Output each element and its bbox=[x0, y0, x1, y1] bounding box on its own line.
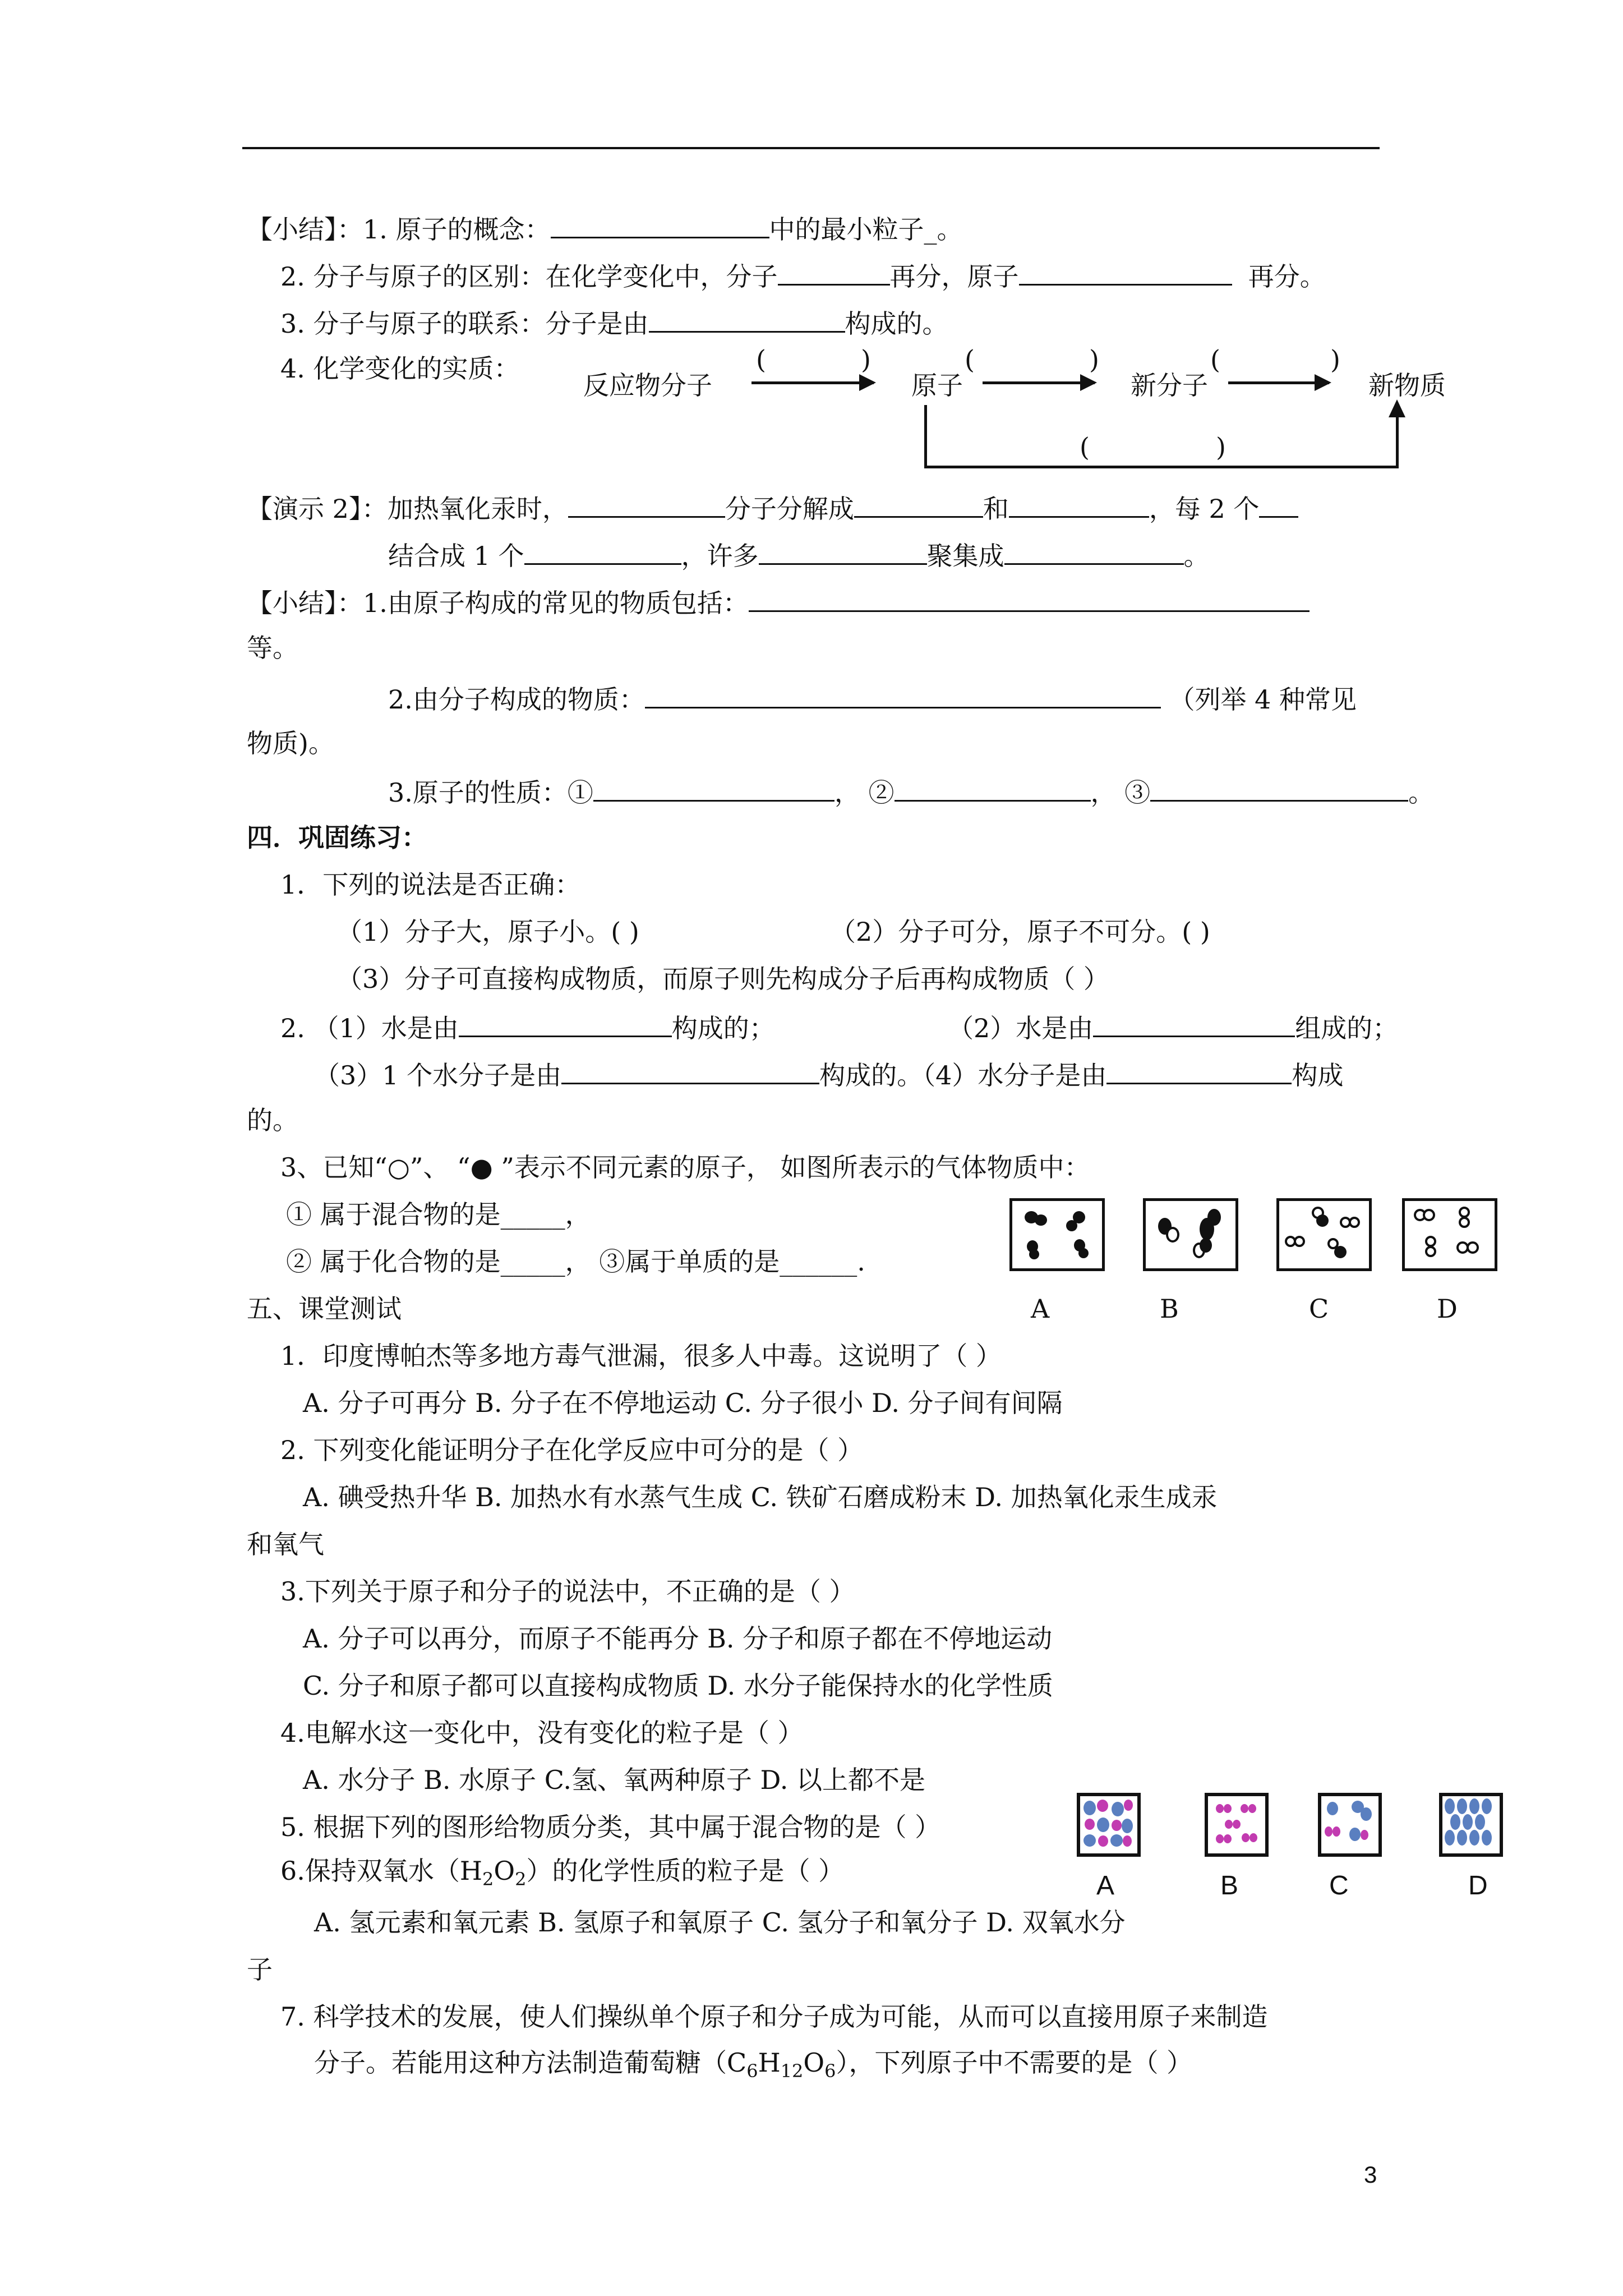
summary1-tag: 【小结】 bbox=[247, 214, 337, 245]
s4-q3: 3、已知“○”、 “● ”表示不同元素的原子， 如图所表示的气体物质中： bbox=[280, 1152, 1090, 1182]
blank[interactable] bbox=[645, 684, 1161, 708]
blank[interactable] bbox=[1004, 541, 1184, 565]
fig1-label-d: D bbox=[1437, 1294, 1458, 1324]
blank[interactable] bbox=[593, 777, 834, 802]
s4-q1-3: （3）分子可直接构成物质，而原子则先构成分子后再构成物质（ ） bbox=[336, 964, 1109, 994]
blank[interactable] bbox=[895, 777, 1091, 802]
blank[interactable] bbox=[1259, 494, 1298, 518]
section5-title: 五、课堂测试 bbox=[247, 1294, 402, 1324]
blank[interactable] bbox=[854, 494, 983, 518]
s5-q7-line2: 分子。若能用这种方法制造葡萄糖$(C_6H_{12}O_6)$，下列原子中不需要的是（ ） bbox=[314, 2047, 1193, 2082]
flow-paren: ( bbox=[1210, 344, 1220, 375]
s5-q5: 5. 根据下列的图形给物质分类，其中属于混合物的是（ ） bbox=[280, 1812, 941, 1842]
s4-q3-1: ① 属于混合物的是_____， bbox=[286, 1199, 591, 1230]
s4-q3-2: ② 属于化合物的是_____， ③属于单质的是______. bbox=[286, 1246, 865, 1277]
s4-q1: 1．下列的说法是否正确： bbox=[280, 869, 581, 900]
fig1-label-a: A bbox=[1031, 1294, 1050, 1324]
blank[interactable] bbox=[778, 261, 890, 286]
blank[interactable] bbox=[649, 309, 845, 333]
blank[interactable] bbox=[459, 1013, 672, 1037]
summary1-line3: 3. 分子与原子的联系：分子是由 构成的。 bbox=[280, 309, 948, 339]
s5-q6: 6.保持双氧水$(H_2O_2)$的化学性质的粒子是（ ） bbox=[280, 1856, 845, 1890]
fig1-label-c: C bbox=[1309, 1294, 1329, 1324]
blank[interactable] bbox=[1019, 261, 1232, 286]
s5-q1: 1．印度博帕杰等多地方毒气泄漏，很多人中毒。这说明了（ ） bbox=[280, 1341, 1002, 1371]
flow-paren: ( bbox=[756, 344, 766, 375]
fig2-box-c bbox=[1318, 1793, 1382, 1857]
blank[interactable] bbox=[759, 541, 927, 565]
demo2-tag: 【演示 2】 bbox=[247, 494, 362, 524]
flow-paren: ) bbox=[1089, 344, 1099, 375]
flow-paren: ) bbox=[1330, 344, 1340, 375]
flow-arrow bbox=[751, 381, 874, 384]
blank[interactable] bbox=[1150, 777, 1408, 802]
fig2-box-a bbox=[1077, 1793, 1141, 1857]
s5-q4-options: A. 水分子 B. 水原子 C.氢、氧两种原子 D. 以上都不是 bbox=[303, 1765, 926, 1795]
fig2-label-c: C bbox=[1329, 1871, 1349, 1901]
flow-up-arrowhead bbox=[1389, 399, 1405, 417]
fig1-box-d bbox=[1402, 1198, 1497, 1271]
fig1-label-b: B bbox=[1160, 1294, 1179, 1324]
blank[interactable] bbox=[568, 494, 725, 518]
s5-q7-line1: 7. 科学技术的发展，使人们操纵单个原子和分子成为可能，从而可以直接用原子来制造 bbox=[280, 2001, 1268, 2032]
s4-q2-line2: （3）1 个水分子是由 构成的。（4）水分子是由 构成 bbox=[314, 1060, 1344, 1091]
s4-q2-end: 的。 bbox=[247, 1105, 298, 1135]
flow-bypass-right bbox=[1396, 415, 1399, 468]
flow-paren: ) bbox=[1216, 432, 1226, 462]
blank[interactable] bbox=[1009, 494, 1149, 518]
s5-q3: 3.下列关于原子和分子的说法中，不正确的是（ ） bbox=[280, 1576, 855, 1607]
s5-q3-cd: C. 分子和原子都可以直接构成物质 D. 水分子能保持水的化学性质 bbox=[303, 1671, 1053, 1701]
blank[interactable] bbox=[551, 214, 769, 238]
flow-arrow bbox=[983, 381, 1095, 384]
blank[interactable] bbox=[561, 1060, 819, 1084]
demo2-line2: 结合成 1 个 ，许多 聚集成 。 bbox=[388, 541, 1210, 571]
blank[interactable] bbox=[524, 541, 681, 565]
flow-paren: ( bbox=[965, 344, 975, 375]
fig2-box-d bbox=[1439, 1793, 1503, 1857]
s4-q2-line1b: （2）水是由 组成的； bbox=[948, 1013, 1399, 1043]
flow-paren: ( bbox=[1080, 432, 1090, 462]
flow-atom: 原子 bbox=[911, 370, 963, 401]
blank[interactable] bbox=[1093, 1013, 1295, 1037]
fig1-box-c bbox=[1276, 1198, 1372, 1271]
fig2-label-a: A bbox=[1096, 1871, 1115, 1901]
s4-q2-line1: 2. （1）水是由 构成的； bbox=[280, 1013, 775, 1043]
header-rule bbox=[242, 147, 1380, 149]
flow-new-molecule: 新分子 bbox=[1131, 370, 1208, 401]
page-number: 3 bbox=[1364, 2161, 1377, 2188]
summary1-line2: 2. 分子与原子的区别：在化学变化中，分子 再分，原子 再分。 bbox=[280, 261, 1326, 292]
summary2-tag: 【小结】 bbox=[247, 588, 337, 618]
flow-reactant: 反应物分子 bbox=[583, 370, 712, 401]
flow-new-substance: 新物质 bbox=[1368, 370, 1446, 401]
s5-q6-end: 子 bbox=[247, 1954, 273, 1985]
s4-q1-1: （1）分子大，原子小。( ) bbox=[336, 917, 639, 947]
flow-arrow bbox=[1228, 381, 1329, 384]
fig2-label-b: B bbox=[1220, 1871, 1239, 1901]
blank[interactable] bbox=[1106, 1060, 1292, 1084]
fig1-box-a bbox=[1009, 1198, 1105, 1271]
s5-q2: 2. 下列变化能证明分子在化学反应中可分的是（ ） bbox=[280, 1435, 864, 1465]
fig2-label-d: D bbox=[1468, 1871, 1488, 1901]
summary2-line1-end: 等。 bbox=[247, 633, 298, 663]
summary2-line1: 【小结】：1.由原子构成的常见的物质包括： bbox=[247, 588, 1310, 616]
flow-paren: ) bbox=[861, 344, 871, 375]
demo2-line1: 【演示 2】：加热氧化汞时， 分子分解成 和 ，每 2 个 bbox=[247, 494, 1298, 522]
s5-q3-ab: A. 分子可以再分，而原子不能再分 B. 分子和原子都在不停地运动 bbox=[303, 1623, 1053, 1654]
s5-q2-end: 和氧气 bbox=[247, 1529, 324, 1559]
s5-q2-options: A. 碘受热升华 B. 加热水有水蒸气生成 C. 铁矿石磨成粉末 D. 加热氧化汞生成汞 bbox=[303, 1482, 1218, 1512]
s5-q6-options: A. 氢元素和氧元素 B. 氢原子和氧原子 C. 氢分子和氧分子 D. 双氧水分 bbox=[314, 1907, 1126, 1938]
summary1-line1: 【小结】：1. 原子的概念： 中的最小粒子_。 bbox=[247, 214, 963, 245]
s5-q4: 4.电解水这一变化中，没有变化的粒子是（ ） bbox=[280, 1718, 804, 1748]
summary1-line4: 4. 化学变化的实质： bbox=[280, 353, 520, 384]
fig1-box-b bbox=[1143, 1198, 1238, 1271]
s4-q1-2: （2）分子可分，原子不可分。( ) bbox=[830, 917, 1210, 947]
section4-title: 四．巩固练习： bbox=[247, 822, 427, 853]
fig2-box-b bbox=[1205, 1793, 1269, 1857]
summary2-line2-end: 物质)。 bbox=[247, 728, 334, 758]
summary2-line3: 3.原子的性质：① ， ② ， ③ 。 bbox=[388, 777, 1435, 808]
flow-bypass-left bbox=[924, 405, 927, 468]
summary2-line2: 2.由分子构成的物质： （列举 4 种常见 bbox=[388, 684, 1357, 715]
s5-q1-options: A. 分子可再分 B. 分子在不停地运动 C. 分子很小 D. 分子间有间隔 bbox=[303, 1388, 1063, 1418]
blank[interactable] bbox=[749, 588, 1310, 612]
flow-bypass-bottom bbox=[924, 466, 1398, 468]
